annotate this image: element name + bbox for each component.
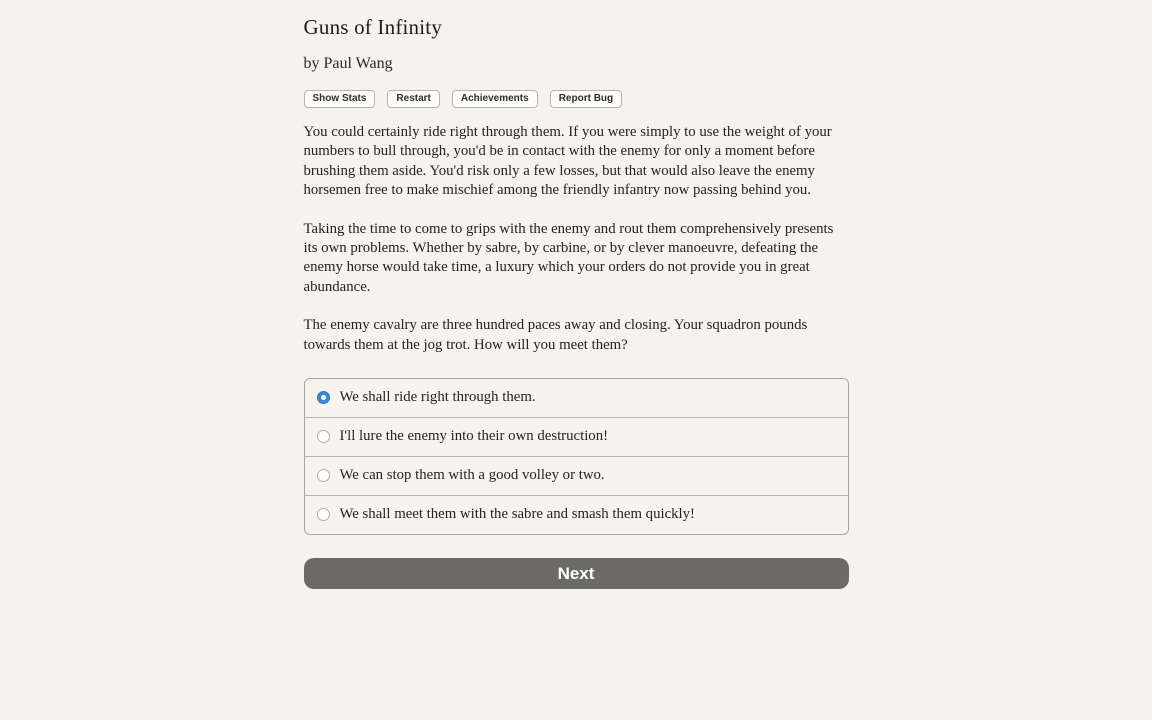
- choice-list: [304, 378, 849, 535]
- radio-button[interactable]: [317, 508, 330, 521]
- choice-option-label: I'll lure the enemy into their own destruction!: [339, 428, 609, 445]
- radio-button[interactable]: [317, 391, 330, 404]
- radio-button[interactable]: [317, 430, 330, 443]
- author-line: by Paul Wang: [303, 55, 393, 72]
- choice-option[interactable]: [305, 457, 848, 496]
- choice-option-label: We can stop them with a good volley or two.: [339, 467, 605, 484]
- choice-option[interactable]: [305, 418, 848, 457]
- radio-button[interactable]: [317, 469, 330, 482]
- show-stats-button[interactable]: Show Stats: [304, 90, 376, 108]
- toolbar: [304, 90, 849, 108]
- story-paragraph: Taking the time to come to grips with the enemy and rout them comprehensively presents its own problems. Whether by sabre, by carbine, or by clever manoeuvre, defeating the enemy horse would take time, a luxury which your orders do not provide you in great abundance.: [303, 220, 834, 295]
- achievements-button[interactable]: Achievements: [452, 90, 538, 108]
- game-content: [304, 0, 849, 589]
- restart-button[interactable]: Restart: [387, 90, 439, 108]
- choice-option[interactable]: [305, 379, 848, 418]
- choice-option-label: We shall ride right through them.: [339, 389, 536, 406]
- story-paragraph: You could certainly ride right through them. If you were simply to use the weight of your numbers to bull through, you'd be in contact with the enemy for only a moment before brushing them aside. You'd risk only a few losses, but that would also leave the enemy horsemen free to make mischief among the friendly infantry now passing behind you.: [303, 124, 832, 199]
- choice-option-label: We shall meet them with the sabre and smash them quickly!: [339, 506, 695, 523]
- next-button[interactable]: Next: [304, 558, 849, 589]
- report-bug-button[interactable]: Report Bug: [550, 90, 622, 108]
- choice-option[interactable]: [305, 496, 848, 534]
- story-paragraph: The enemy cavalry are three hundred paces away and closing. Your squadron pounds towards them at the jog trot. How will you meet them?: [303, 317, 808, 353]
- page-title: Guns of Infinity: [303, 15, 443, 39]
- story-text: [304, 123, 849, 355]
